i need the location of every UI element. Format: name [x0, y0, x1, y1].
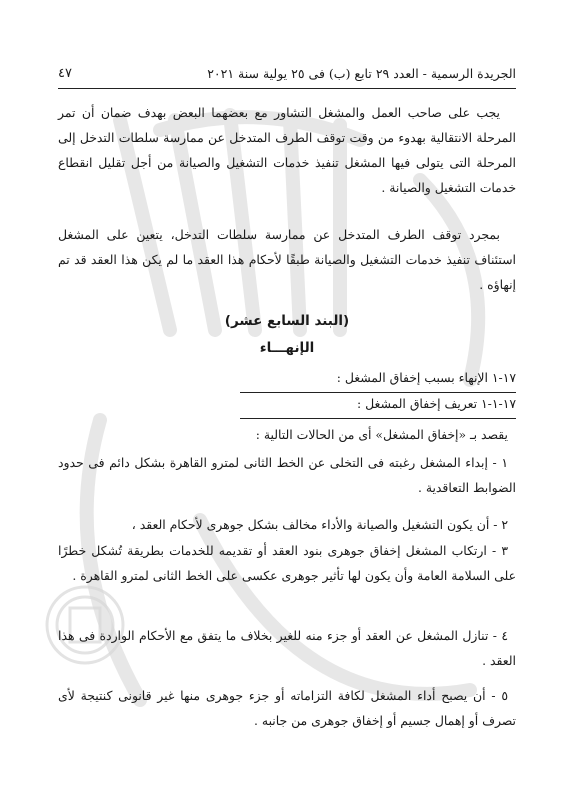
paragraph-resumption: بمجرد توقف الطرف المتدخل عن ممارسة سلطات التدخل، يتعين على المشغل استئناف تنفيذ خدمات التشغيل والصيانة طبقًا لأحكام هذا العقد ما لم يكن هذا العقد قد تم إنهاؤه .: [58, 227, 516, 292]
list-intro: يقصد بـ «إخفاق المشغل» أى من الحالات التالية :: [255, 427, 508, 442]
clause-heading: (البند السابع عشر): [224, 313, 350, 329]
clause-title: الإنهـــاء: [259, 340, 315, 356]
list-item: ٣ - ارتكاب المشغل إخفاق جوهرى بنود العقد أو تقديمه للخدمات بطريقة تُشكل خطرًا على السلامة العامة وأن يكون لها تأثير جوهرى عكسى على الخط الثانى لمترو القاهرة .: [58, 543, 516, 583]
document-page: [58, 0, 516, 800]
paragraph-transition: يجب على صاحب العمل والمشغل التشاور مع بعضهما البعض بهدف ضمان أن تمر المرحلة الانتقالية بهدوء من وقت توقف الطرف المتدخل عن ممارسة سلطات التدخل إلى المرحلة التى يتولى فيها المشغل تنفيذ خدمات التشغيل والصيانة من أجل تقليل انقطاع خدمات التشغيل والصيانة .: [58, 105, 516, 195]
list-item: ١ - إبداء المشغل رغبته فى التخلى عن الخط الثانى لمترو القاهرة بشكل دائم فى حدود الضوابط التعاقدية .: [58, 455, 516, 495]
list-item: ٢ - أن يكون التشغيل والصيانة والأداء مخالف بشكل جوهرى لأحكام العقد ،: [131, 517, 508, 532]
list-item: ٤ - تنازل المشغل عن العقد أو جزء منه للغير بخلاف ما يتفق مع الأحكام الواردة فى هذا العقد .: [58, 628, 516, 668]
section-heading-termination: ١٧-١ الإنهاء بسبب إخفاق المشغل :: [336, 370, 516, 385]
header-divider: [58, 88, 516, 89]
section-heading-definition: ١٧-١-١ تعريف إخفاق المشغل :: [356, 396, 516, 411]
list-item: ٥ - أن يصبح أداء المشغل لكافة التزاماته أو جزء جوهرى منها غير قانونى كنتيجة لأى تصرف أو إهمال جسيم أو إخفاق جوهرى من جانبه .: [58, 688, 516, 728]
page-number: ٤٧: [58, 65, 72, 81]
section-heading-underline: [240, 392, 516, 393]
definition-heading-underline: [240, 418, 516, 419]
page-header: [58, 62, 516, 84]
gazette-title: الجريدة الرسمية - العدد ٢٩ تابع (ب) فى ٢٥ يولية سنة ٢٠٢١: [207, 65, 516, 81]
